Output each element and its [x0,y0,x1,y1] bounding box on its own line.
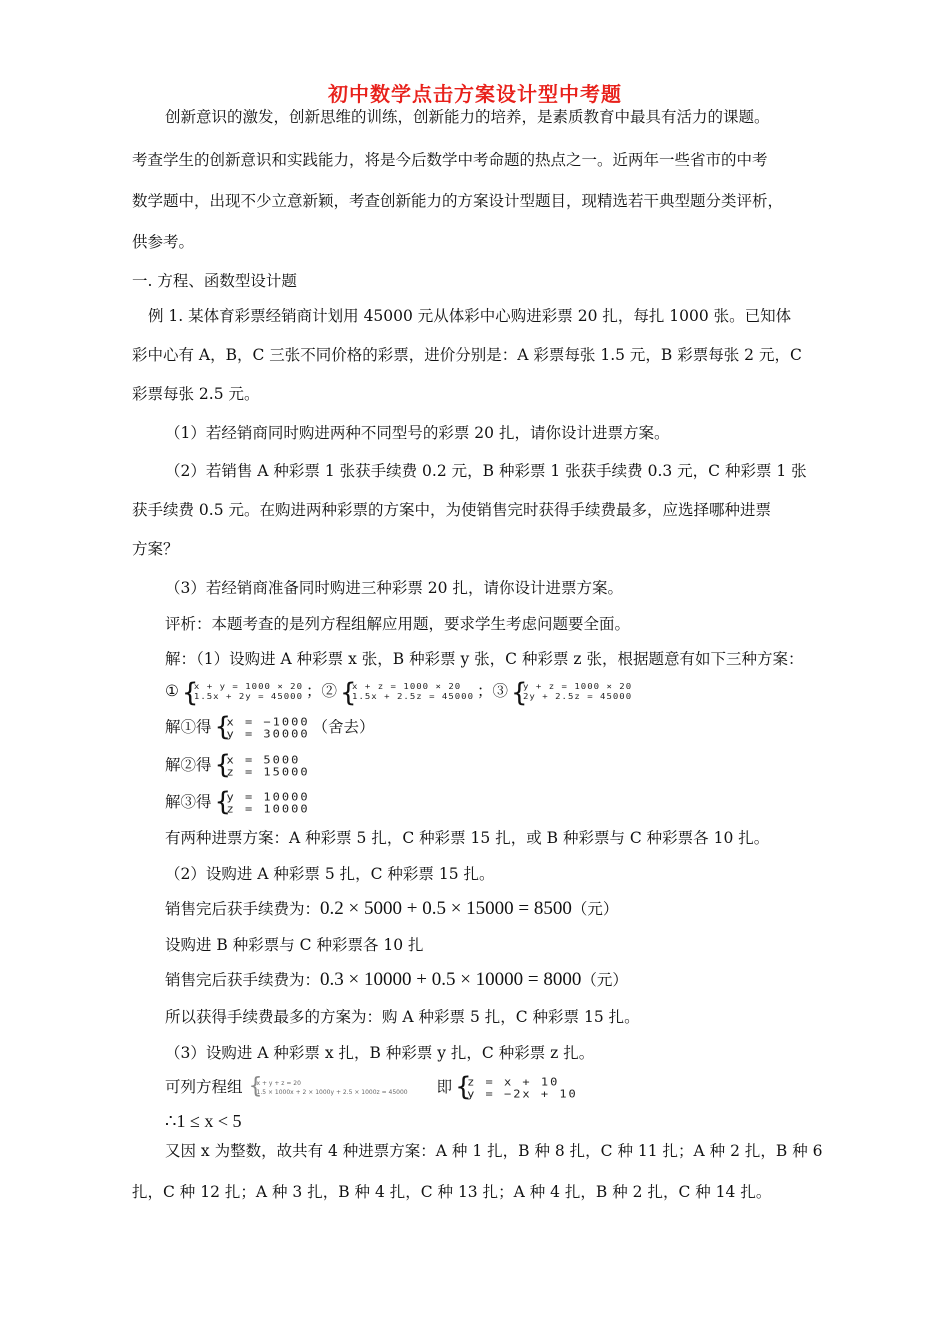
solution-2 [165,750,865,780]
solution-2-label: 解②得 [165,756,212,774]
best-plan: 所以获得手续费最多的方案为：购 A 种彩票 5 扎，C 种彩票 15 扎。 [165,1008,640,1026]
example-line: 例 1. 某体育彩票经销商计划用 45000 元从体彩中心购进彩票 20 扎，每扎 1000 张。已知体 [148,307,792,325]
fee-line-2 [165,969,865,991]
final-line: 扎，C 种 12 扎；A 种 3 扎，B 种 4 扎，C 种 13 扎；A 种 4 扎，B 种 2 扎，C 种 14 扎。 [132,1183,772,1201]
solution-2-eq: z = 15000 [226,765,310,779]
system-3-eq: 2y + 2.5z = 45000 [523,692,633,702]
part-3-setup: （3）设购进 A 种彩票 x 扎，B 种彩票 y 扎，C 种彩票 z 扎。 [165,1044,595,1062]
solution-1-label: 解①得 [165,718,212,736]
analysis: 评析：本题考查的是列方程组解应用题，要求学生考虑问题要全面。 [165,615,631,633]
intro-line: 创新意识的激发，创新思维的训练，创新能力的培养，是素质教育中最具有活力的课题。 [165,108,770,126]
example-line: 彩中心有 A，B，C 三张不同价格的彩票，进价分别是：A 彩票每张 1.5 元，B 彩票每张 2 元，C [132,346,802,364]
intro-line: 数学题中，出现不少立意新颖，考查创新能力的方案设计型题目，现精选若干典型题分类评析， [132,192,784,210]
ji-label: 即 [436,1078,453,1096]
part-2-setup-b: 设购进 B 种彩票与 C 种彩票各 10 扎 [165,936,424,954]
system-3-eq: y + z = 1000 × 20 [523,682,633,692]
solution-intro: 解：（1）设购进 A 种彩票 x 张，B 种彩票 y 张，C 种彩票 z 张，根据题意有如下三种方案： [165,650,804,668]
equation-group-label: 可列方程组 [165,1078,243,1096]
fee-2-label: 销售完后获手续费为： [165,971,321,989]
fee-2-unit: （元） [581,971,628,989]
fee-2-formula: 0.3 × 10000 + 0.5 × 10000 = 8000 [320,969,582,990]
ji-eq: y = −2x + 10 [467,1087,578,1101]
solution-3-label: 解③得 [165,793,212,811]
solution-1-eq: x = −1000 [226,715,310,729]
system-2: { x + z = 1000 × 20 1.5x + 2.5z = 45000 [340,678,474,708]
fee-1-formula: 0.2 × 5000 + 0.5 × 15000 = 8500 [320,898,572,919]
solution-3-system: { y = 10000 z = 10000 [214,787,310,817]
system-3-label: ；③ [477,682,509,700]
solution-1-system: { x = −1000 y = 30000 [214,712,310,742]
fee-line-1 [165,898,865,920]
equation-systems [165,678,865,708]
intro-line: 供参考。 [132,233,195,251]
solution-1-note: （舍去） [312,718,375,736]
inequality: ∴1 ≤ x < 5 [165,1111,242,1131]
equation-group-eq: x + y + z = 20 [256,1080,301,1087]
system-1-eq: x + y = 1000 × 20 [193,682,304,692]
ji-system: { z = x + 10 y = −2x + 10 [455,1072,578,1102]
question-1: （1）若经销商同时购进两种不同型号的彩票 20 扎，请你设计进票方案。 [165,424,670,442]
solution-3 [165,787,865,817]
solution-2-system: { x = 5000 z = 15000 [214,750,310,780]
solution-1 [165,712,865,742]
two-plans: 有两种进票方案：A 种彩票 5 扎，C 种彩票 15 扎，或 B 种彩票与 C 种彩票各 10 扎。 [165,829,770,847]
intro-line: 考查学生的创新意识和实践能力，将是今后数学中考命题的热点之一。近两年一些省市的中考 [132,151,768,169]
solution-1-eq: y = 30000 [226,727,310,741]
fee-1-unit: （元） [571,900,619,918]
equation-group-line [165,1072,865,1102]
question-2-line: （2）若销售 A 种彩票 1 张获手续费 0.2 元，B 种彩票 1 张获手续费 0.3 元，C 种彩票 1 张 [165,462,807,480]
system-3: { y + z = 1000 × 20 2y + 2.5z = 45000 [511,678,633,708]
question-2-line: 获手续费 0.5 元。在购进两种彩票的方案中，为使销售完时获得手续费最多，应选择哪种进票 [132,501,772,519]
system-1-label: ① [165,682,179,700]
equation-group: { x + y + z = 20 1.5 × 1000x + 2 × 1000y + 2.5 × 1000z = 45000 [248,1074,408,1099]
ji-eq: z = x + 10 [467,1075,560,1089]
system-2-eq: 1.5x + 2.5z = 45000 [352,692,474,702]
question-3: （3）若经销商准备同时购进三种彩票 20 扎，请你设计进票方案。 [165,579,623,597]
system-2-eq: x + z = 1000 × 20 [352,682,462,692]
solution-3-eq: z = 10000 [226,802,310,816]
part-2-setup-a: （2）设购进 A 种彩票 5 扎，C 种彩票 15 扎。 [165,865,495,883]
system-1: { x + y = 1000 × 20 1.5x + 2y = 45000 [181,678,304,708]
system-2-label: ；② [306,682,338,700]
final-line: 又因 x 为整数，故共有 4 种进票方案：A 种 1 扎，B 种 8 扎，C 种 11 扎；A 种 2 扎，B 种 6 [165,1142,823,1160]
solution-2-eq: x = 5000 [226,753,301,767]
fee-1-label: 销售完后获手续费为： [165,900,321,918]
solution-3-eq: y = 10000 [226,790,310,804]
equation-group-eq: 1.5 × 1000x + 2 × 1000y + 2.5 × 1000z = 45000 [256,1089,408,1096]
section-heading: 一. 方程、函数型设计题 [132,272,297,290]
example-line: 彩票每张 2.5 元。 [132,385,260,403]
system-1-eq: 1.5x + 2y = 45000 [193,692,304,702]
page-title: 初中数学点击方案设计型中考题 [328,82,622,106]
question-2-line: 方案？ [132,540,179,558]
